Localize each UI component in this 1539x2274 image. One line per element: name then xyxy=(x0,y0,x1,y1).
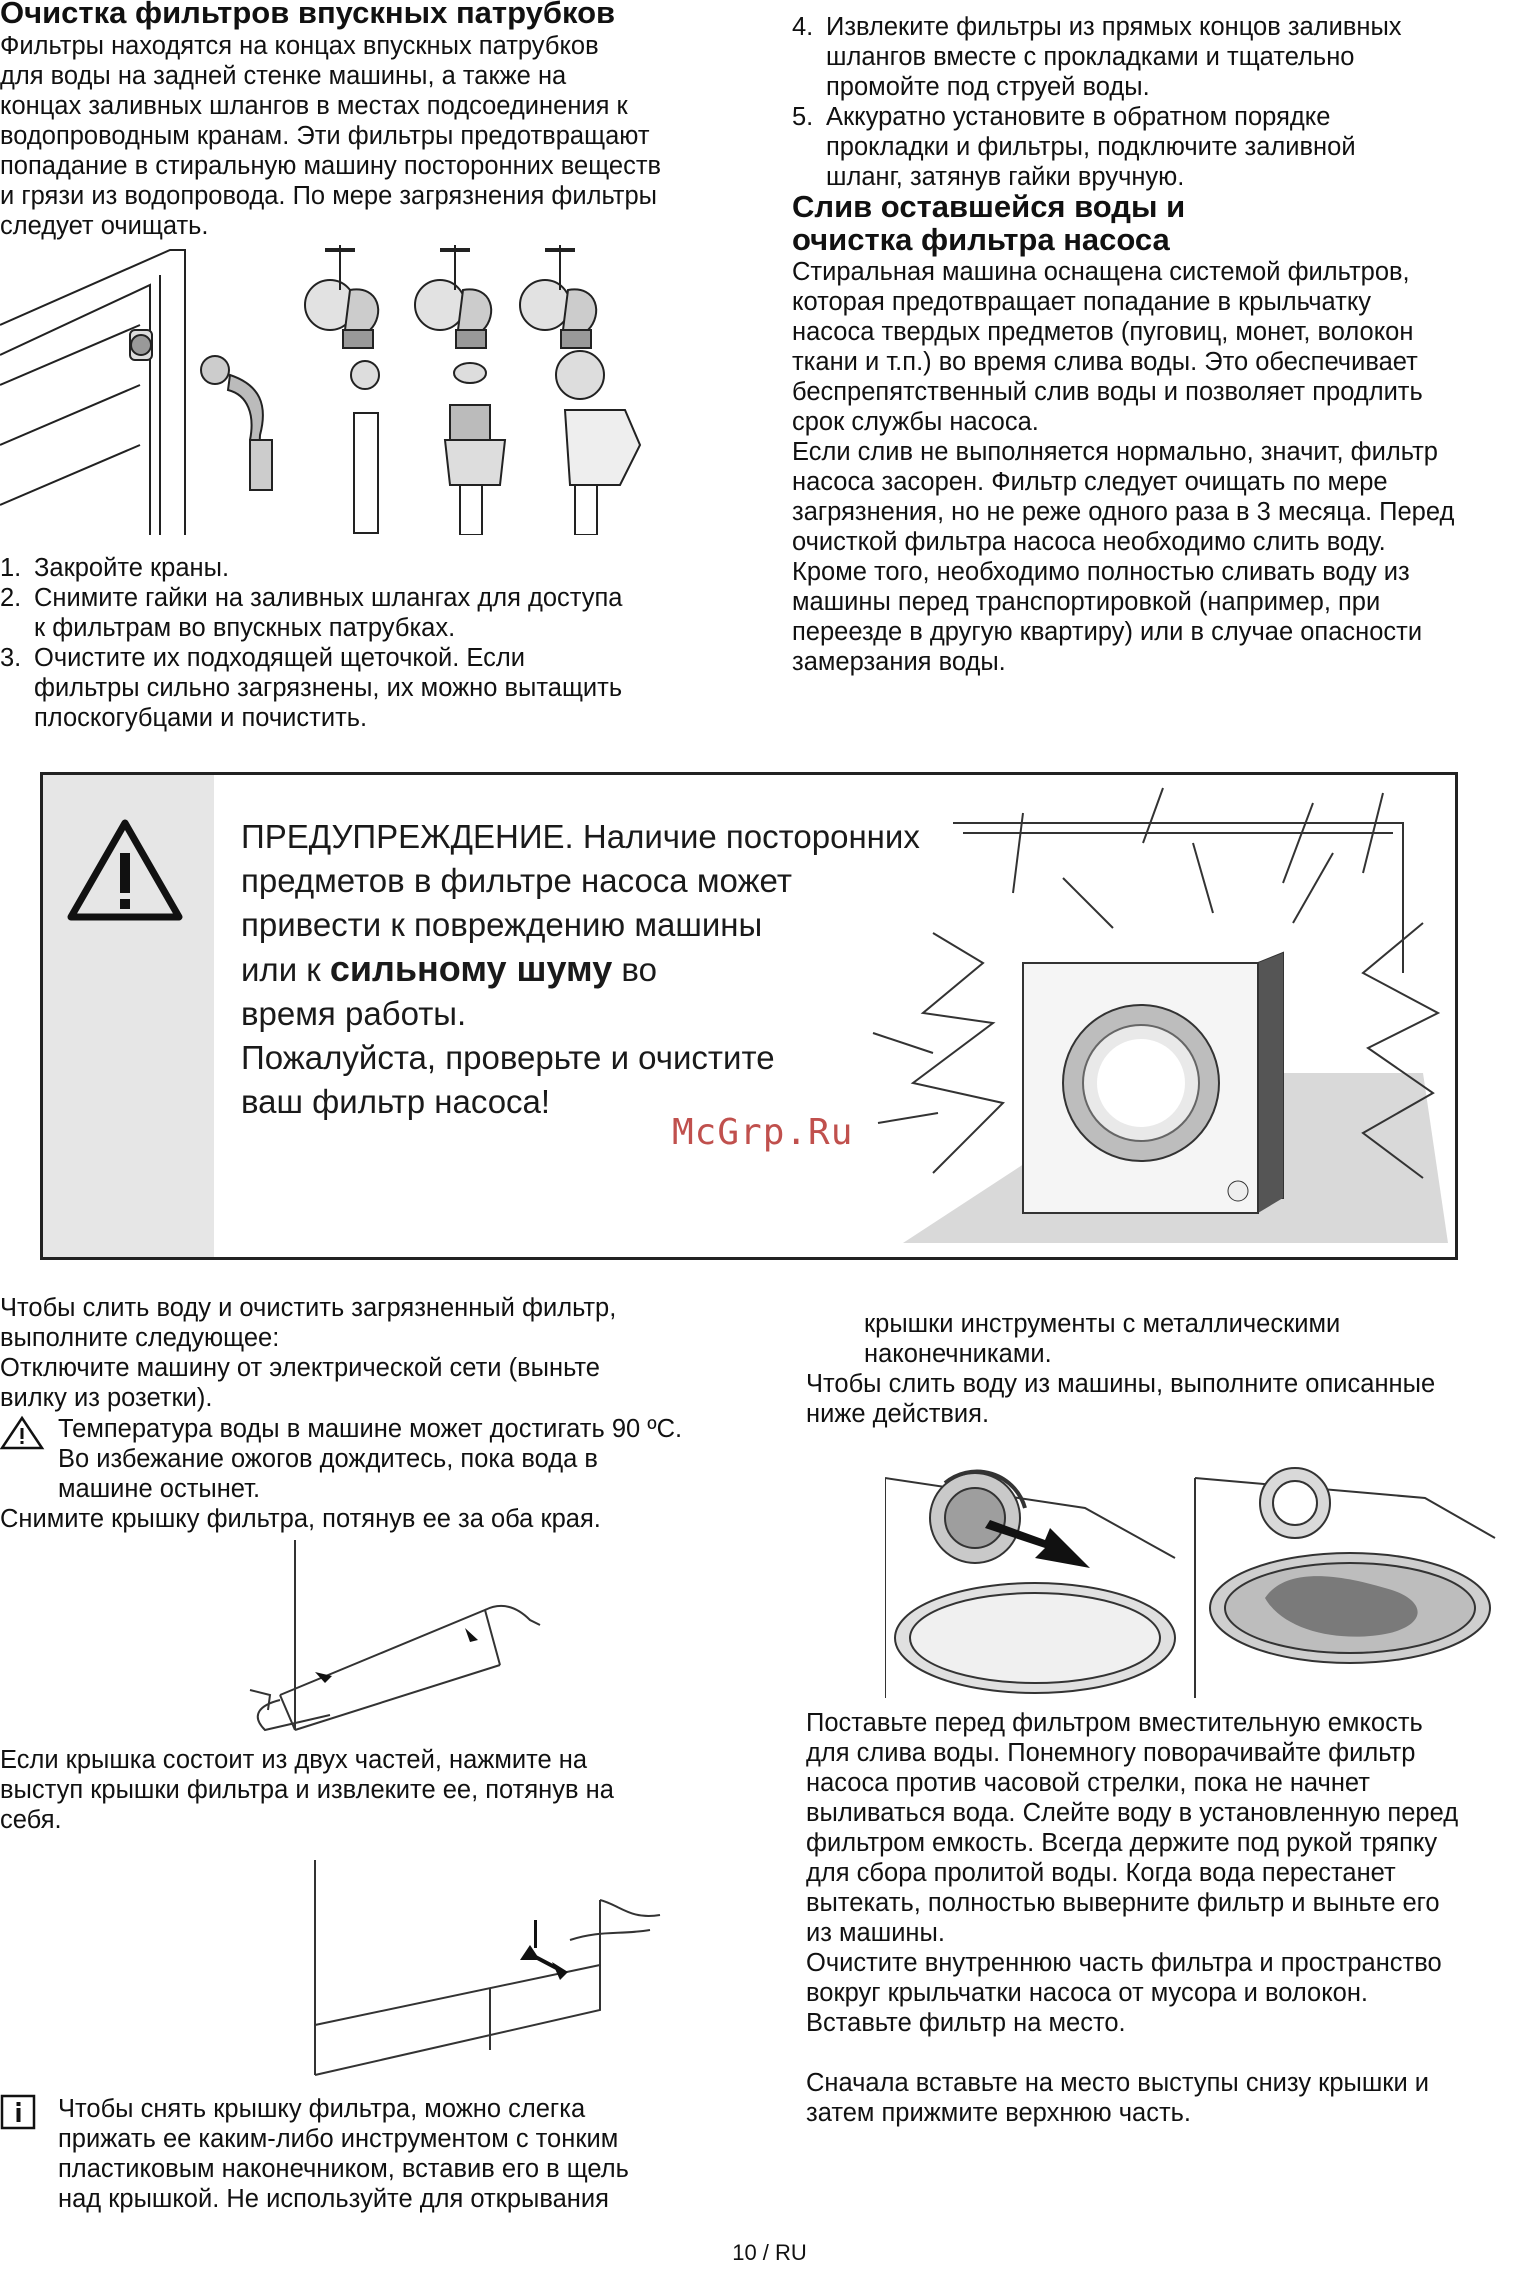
text-line: Если крышка состоит из двух частей, нажмите на xyxy=(0,1746,588,1774)
text-line: вытекать, полностью выверните фильтр и выньте его xyxy=(806,1889,1440,1917)
text-line: наконечниками. xyxy=(864,1340,1052,1368)
warning-emphasis: сильному шуму xyxy=(329,948,613,989)
text-line: которая предотвращает попадание в крыльчатку xyxy=(792,288,1372,316)
text-line: вокруг крыльчатки насоса от мусора и волокон. xyxy=(806,1979,1369,2007)
text-line: Сначала вставьте на место выступы снизу крышки и xyxy=(806,2069,1430,2097)
text-line: срок службы насоса. xyxy=(792,408,1039,436)
text-line: вилку из розетки). xyxy=(0,1384,213,1412)
warning-line: или к xyxy=(241,951,330,988)
text-line: выполните следующее: xyxy=(0,1324,280,1352)
text-line: для слива воды. Понемногу поворачивайте фильтр xyxy=(806,1739,1416,1767)
section-heading-drain xyxy=(792,190,1185,256)
text-line: Фильтры находятся на концах впускных патрубков xyxy=(0,32,599,60)
text-line: ниже действия. xyxy=(806,1400,990,1428)
warning-sidebar xyxy=(43,775,214,1257)
caution-triangle-icon xyxy=(0,1414,48,1450)
text-line: следует очищать. xyxy=(0,212,209,240)
text-line: Отключите машину от электрической сети (выньте xyxy=(0,1354,600,1382)
noisy-washing-machine-illustration xyxy=(863,783,1448,1248)
section-heading-inlet-filters: Очистка фильтров впускных патрубков xyxy=(0,0,616,30)
text-line: насоса засорен. Фильтр следует очищать по мере xyxy=(792,468,1388,496)
drain-procedure xyxy=(806,1708,1536,2038)
list-item: 1. Закройте краны. xyxy=(0,554,230,582)
two-part-cover-paragraph xyxy=(0,1745,760,1835)
drain-filter-illustration xyxy=(885,1448,1505,1700)
page-number: 10 / RU xyxy=(732,2240,807,2265)
text-line: Во избежание ожогов дождитесь, пока вода в xyxy=(58,1445,598,1473)
text-line: прижать ее каким-либо инструментом с тонким xyxy=(58,2125,619,2153)
list-item: 5. Аккуратно установите в обратном порядке прокладки и фильтры, подключите заливной шланг, затянув гайки вручную. xyxy=(792,103,1356,191)
drain-paragraph-1 xyxy=(792,257,1537,437)
cover-removal-illustration xyxy=(220,1540,550,1740)
warning-triangle-icon xyxy=(65,815,185,925)
text-line: затем прижмите верхнюю часть. xyxy=(806,2099,1192,2127)
drain-intro xyxy=(0,1293,760,1413)
text-line: Чтобы слить воду из машины, выполните описанные xyxy=(806,1370,1436,1398)
text-line: Очистите внутреннюю часть фильтра и пространство xyxy=(806,1949,1442,1977)
text-line: переезде в другую квартиру) или в случае опасности xyxy=(792,618,1423,646)
text-line: концах заливных шлангов в местах подсоединения к xyxy=(0,92,628,120)
text-line: Если слив не выполняется нормально, значит, фильтр xyxy=(792,438,1438,466)
text-line: Поставьте перед фильтром вместительную емкость xyxy=(806,1709,1423,1737)
list-item: 4. Извлеките фильтры из прямых концов заливных шлангов вместе с прокладками и тщательно промойте под струей воды. xyxy=(792,13,1402,101)
text-line: машины перед транспортировкой (например, при xyxy=(792,588,1381,616)
text-line: замерзания воды. xyxy=(792,648,1006,676)
text-line: крышки инструменты с металлическими xyxy=(864,1310,1341,1338)
caution-note xyxy=(0,1414,760,1504)
text-line: водопроводным кранам. Эти фильтры предотвращают xyxy=(0,122,650,150)
list-item: 3. Очистите их подходящей щеточкой. Если фильтры сильно загрязнены, их можно вытащить плоскогубцами и почистить. xyxy=(0,644,623,732)
two-part-cover-illustration xyxy=(300,1860,680,2080)
warning-text xyxy=(241,815,941,1124)
text-line: ткани и т.п.) во время слива воды. Это обеспечивает xyxy=(792,348,1418,376)
text-line: Вставьте фильтр на место. xyxy=(806,2009,1126,2037)
steps-list-4-5 xyxy=(792,12,1532,192)
text-line: и грязи из водопровода. По мере загрязнения фильтры xyxy=(0,182,657,210)
heading-line: очистка фильтра насоса xyxy=(792,222,1170,257)
info-note-continuation xyxy=(806,1309,1536,1429)
warning-line: Пожалуйста, проверьте и очистите xyxy=(241,1039,775,1076)
text-line: выступ крышки фильтра и извлеките ее, потянув на xyxy=(0,1776,614,1804)
list-item: 2. Снимите гайки на заливных шлангах для доступа к фильтрам во впускных патрубках. xyxy=(0,584,623,642)
text-line: Чтобы снять крышку фильтра, можно слегка xyxy=(58,2095,586,2123)
text-line: себя. xyxy=(0,1806,62,1834)
info-icon xyxy=(0,2094,48,2130)
warning-line: привести к повреждению машины xyxy=(241,906,763,943)
text-line: выливаться вода. Слейте воду в установленную перед xyxy=(806,1799,1459,1827)
heading-line: Слив оставшейся воды и xyxy=(792,189,1186,224)
text-line: загрязнения, но не реже одного раза в 3 месяца. Перед xyxy=(792,498,1455,526)
text-line: Стиральная машина оснащена системой фильтров, xyxy=(792,258,1410,286)
remove-cover-instruction: Снимите крышку фильтра, потянув ее за оба края. xyxy=(0,1505,601,1533)
text-line: для сбора пролитой воды. Когда вода перестанет xyxy=(806,1859,1396,1887)
text-line: попадание в стиральную машину посторонних веществ xyxy=(0,152,662,180)
text-line: фильтром емкость. Всегда держите под рукой тряпку xyxy=(806,1829,1438,1857)
reinsert-cover-paragraph xyxy=(806,2068,1536,2128)
warning-line: во xyxy=(612,951,657,988)
warning-line: предметов в фильтре насоса может xyxy=(241,862,792,899)
warning-line: Наличие посторонних xyxy=(573,818,920,855)
text-line: машине остынет. xyxy=(58,1475,261,1503)
warning-box xyxy=(40,772,1458,1260)
text-line: беспрепятственный слив воды и позволяет продлить xyxy=(792,378,1423,406)
text-line: над крышкой. Не используйте для открывания xyxy=(58,2185,609,2213)
warning-lead: ПРЕДУПРЕЖДЕНИЕ. xyxy=(241,818,574,855)
watermark: McGrp.Ru xyxy=(672,1112,854,1153)
text-line: Кроме того, необходимо полностью сливать воду из xyxy=(792,558,1410,586)
text-line: Температура воды в машине может достигать 90 ºC. xyxy=(58,1415,683,1443)
text-line: из машины. xyxy=(806,1919,945,1947)
text-line: насоса твердых предметов (пуговиц, монет, волокон xyxy=(792,318,1414,346)
text-line: для воды на задней стенке машины, а также на xyxy=(0,62,567,90)
warning-line: время работы. xyxy=(241,995,467,1032)
text-line: Чтобы слить воду и очистить загрязненный фильтр, xyxy=(0,1294,617,1322)
text-line: очисткой фильтра насоса необходимо слить воду. xyxy=(792,528,1386,556)
warning-line: ваш фильтр насоса! xyxy=(241,1083,551,1120)
steps-list-1-3 xyxy=(0,553,760,733)
inlet-filters-illustration xyxy=(0,245,720,535)
text-line: пластиковым наконечником, вставив его в щель xyxy=(58,2155,629,2183)
intro-paragraph xyxy=(0,31,760,241)
info-note xyxy=(0,2094,760,2214)
text-line: насоса против часовой стрелки, пока не начнет xyxy=(806,1769,1370,1797)
drain-paragraph-2 xyxy=(792,437,1537,677)
